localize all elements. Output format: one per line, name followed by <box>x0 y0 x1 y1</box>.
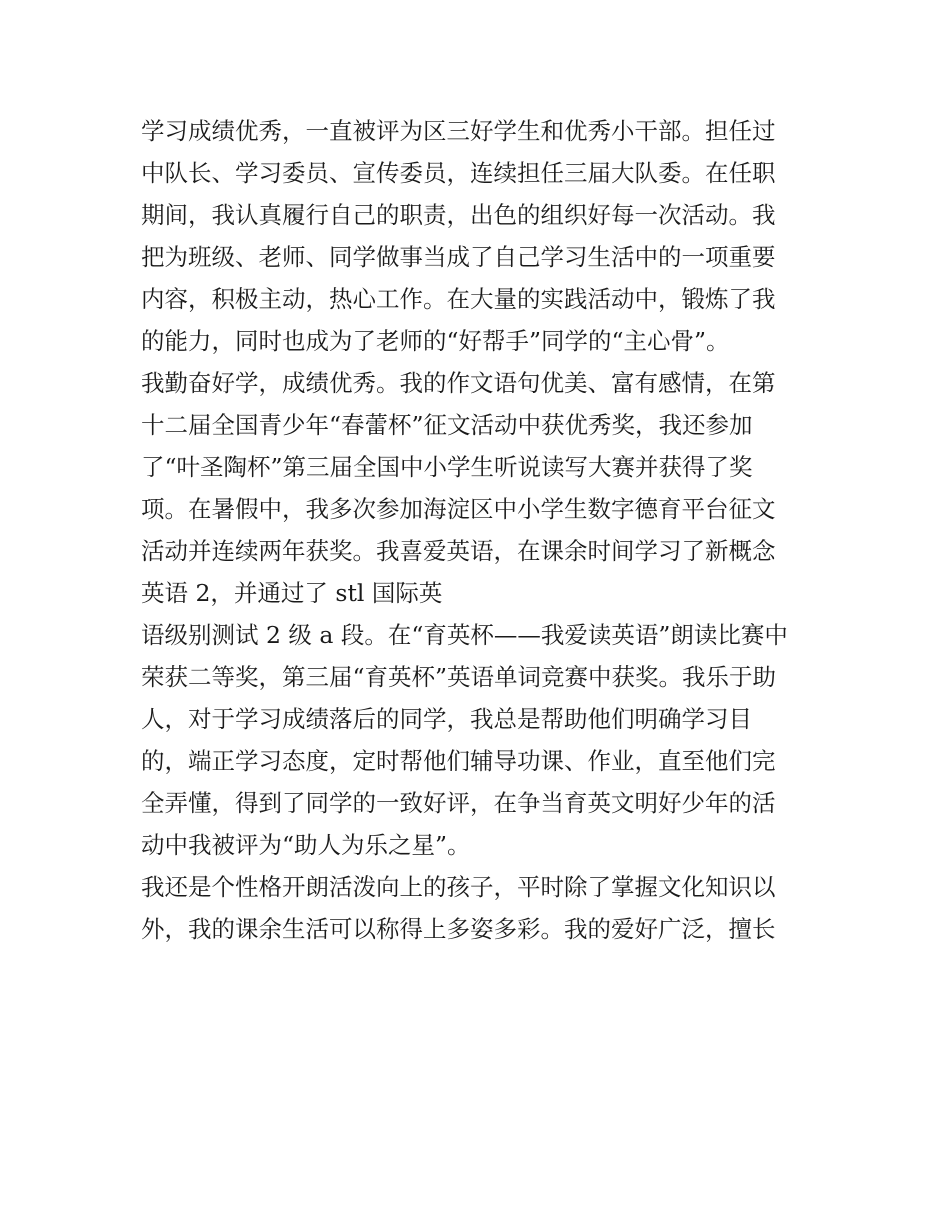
text-line: 语级别测试 2 级 a 段。在“育英杯——我爱读英语”朗读比赛中 <box>141 621 788 649</box>
text-line: 我勤奋好学，成绩优秀。我的作文语句优美、富有感情，在第 <box>141 369 776 397</box>
text-line: 把为班级、老师、同学做事当成了自己学习生活中的一项重要 <box>141 243 776 271</box>
text-line: 荣获二等奖，第三届“育英杯”英语单词竞赛中获奖。我乐于助 <box>141 663 777 691</box>
text-line: 我还是个性格开朗活泼向上的孩子，平时除了掌握文化知识以 <box>141 873 776 901</box>
text-line: 活动并连续两年获奖。我喜爱英语，在课余时间学习了新概念 <box>141 537 776 565</box>
text-line: 全弄懂，得到了同学的一致好评，在争当育英文明好少年的活 <box>141 789 776 817</box>
text-line: 学习成绩优秀，一直被评为区三好学生和优秀小干部。担任过 <box>141 117 776 145</box>
text-line: 的能力，同时也成为了老师的“好帮手”同学的“主心骨”。 <box>141 327 730 355</box>
text-line: 期间，我认真履行自己的职责，出色的组织好每一次活动。我 <box>141 201 776 229</box>
text-line: 十二届全国青少年“春蕾杯”征文活动中获优秀奖，我还参加 <box>141 411 753 439</box>
text-line: 了“叶圣陶杯”第三届全国中小学生听说读写大赛并获得了奖 <box>141 453 753 481</box>
text-line: 的，端正学习态度，定时帮他们辅导功课、作业，直至他们完 <box>141 747 776 775</box>
text-line: 内容，积极主动，热心工作。在大量的实践活动中，锻炼了我 <box>141 285 776 313</box>
text-line: 动中我被评为“助人为乐之星”。 <box>141 831 471 859</box>
text-line: 外，我的课余生活可以称得上多姿多彩。我的爱好广泛，擅长 <box>141 915 776 943</box>
body-text <box>141 110 831 950</box>
text-line: 中队长、学习委员、宣传委员，连续担任三届大队委。在任职 <box>141 159 776 187</box>
text-line: 人，对于学习成绩落后的同学，我总是帮助他们明确学习目 <box>141 705 752 733</box>
text-line: 英语 2，并通过了 stl 国际英 <box>141 579 443 607</box>
text-line: 项。在暑假中，我多次参加海淀区中小学生数字德育平台征文 <box>141 495 776 523</box>
